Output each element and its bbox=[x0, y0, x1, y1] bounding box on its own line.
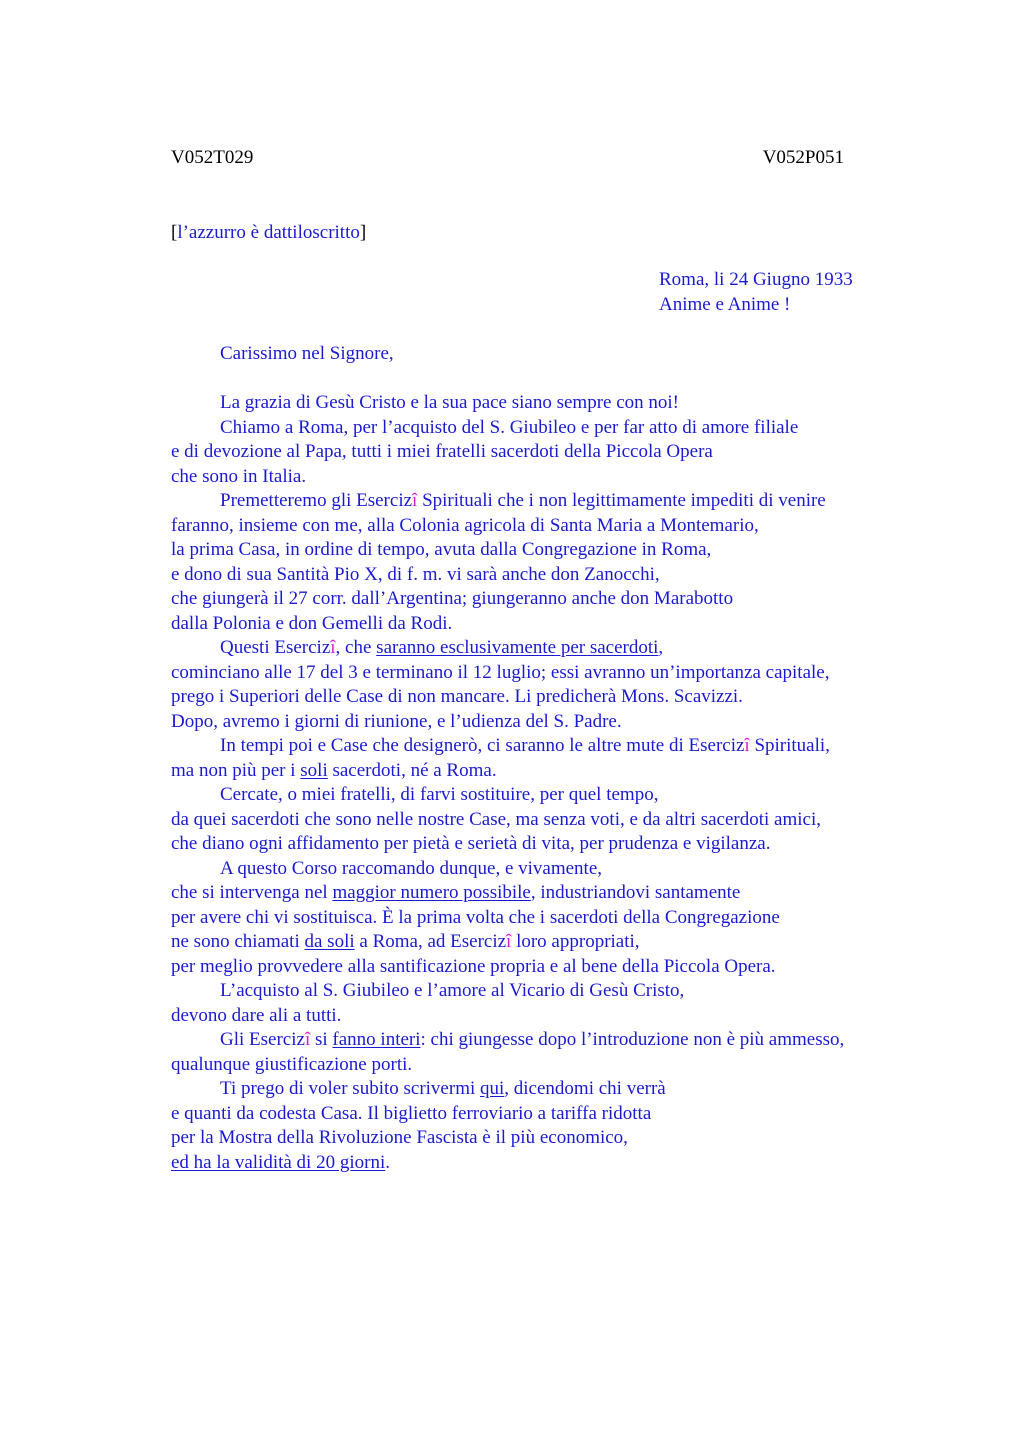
text-segment: Questi Eserciz bbox=[220, 637, 331, 658]
body-line bbox=[171, 930, 844, 955]
date-line: Roma, li 24 Giugno 1933 bbox=[659, 269, 853, 290]
letter-body bbox=[171, 391, 844, 1175]
body-line: per meglio provvedere alla santificazione propria e al bene della Piccola Opera. bbox=[171, 955, 776, 977]
body-line: che sono in Italia. bbox=[171, 465, 307, 487]
body-line: Cercate, o miei fratelli, di farvi sostituire, per quel tempo, bbox=[220, 784, 659, 805]
date-block bbox=[659, 268, 853, 317]
text-segment: , dicendomi chi verrà bbox=[504, 1078, 666, 1099]
underlined-text: da soli bbox=[304, 931, 355, 952]
body-line: prego i Superiori delle Case di non mancare. Li predicherà Mons. Scavizzi. bbox=[171, 686, 743, 707]
archive-codes bbox=[171, 145, 844, 171]
body-line: La grazia di Gesù Cristo e la sua pace siano sempre con noi! bbox=[220, 392, 680, 413]
underlined-text: maggior numero possibile bbox=[332, 882, 531, 903]
underlined-text: saranno esclusivamente per sacerdoti bbox=[376, 637, 659, 658]
text-segment: : chi giungesse dopo l’introduzione non è più ammesso, bbox=[420, 1029, 845, 1050]
text-segment: Spirituali, bbox=[749, 735, 830, 756]
underlined-text: soli bbox=[300, 759, 328, 781]
text-segment: a Roma, ad Eserciz bbox=[354, 931, 507, 952]
text-segment: Premetteremo gli Eserciz bbox=[220, 490, 413, 511]
text-segment: ne sono chiamati bbox=[171, 931, 305, 952]
body-line: per avere chi vi sostituisca. È la prima volta che i sacerdoti della Congregazione bbox=[171, 906, 780, 928]
body-line bbox=[171, 759, 844, 784]
text-segment: , che bbox=[335, 637, 377, 658]
body-line: dalla Polonia e don Gemelli da Rodi. bbox=[171, 612, 453, 634]
body-line: e di devozione al Papa, tutti i miei fratelli sacerdoti della Piccola Opera bbox=[171, 441, 713, 462]
text-segment: Gli Eserciz bbox=[220, 1029, 305, 1050]
motto: Anime e Anime ! bbox=[659, 293, 791, 315]
body-line bbox=[171, 1077, 844, 1102]
body-line: cominciano alle 17 del 3 e terminano il 12 luglio; essi avranno un’importanza capitale, bbox=[171, 661, 830, 683]
text-segment: In tempi poi e Case che designerò, ci saranno le altre mute di Eserciz bbox=[220, 735, 745, 756]
body-line bbox=[171, 1151, 844, 1176]
accent-mark: î bbox=[506, 931, 512, 952]
text-segment: loro appropriati, bbox=[511, 931, 640, 952]
body-line bbox=[171, 1028, 844, 1053]
body-line: devono dare ali a tutti. bbox=[171, 1004, 342, 1026]
note-bracket-open: [ bbox=[171, 222, 178, 243]
body-line bbox=[171, 489, 844, 514]
body-line: e dono di sua Santità Pio X, di f. m. vi sarà anche don Zanocchi, bbox=[171, 563, 660, 585]
page-code: V052P051 bbox=[762, 147, 844, 168]
accent-mark: î bbox=[330, 637, 336, 658]
body-line: qualunque giustificazione porti. bbox=[171, 1053, 413, 1075]
underlined-text: fanno interi bbox=[332, 1029, 421, 1050]
underlined-text: ed ha la validità di 20 giorni bbox=[171, 1151, 386, 1173]
body-line: per la Mostra della Rivoluzione Fascista è il più economico, bbox=[171, 1127, 628, 1148]
body-line bbox=[171, 881, 844, 906]
accent-mark: î bbox=[744, 735, 750, 756]
body-line bbox=[171, 734, 844, 759]
text-segment: , bbox=[658, 637, 664, 658]
text-segment: , industriandovi santamente bbox=[530, 882, 741, 903]
underlined-text: qui bbox=[480, 1078, 505, 1099]
accent-mark: î bbox=[412, 490, 418, 511]
note-text: l’azzurro è dattiloscritto bbox=[177, 222, 360, 243]
body-line: da quei sacerdoti che sono nelle nostre Case, ma senza voti, e da altri sacerdoti amici, bbox=[171, 808, 821, 830]
greeting: Carissimo nel Signore, bbox=[220, 343, 394, 364]
text-segment: Spirituali che i non legittimamente impediti di venire bbox=[417, 490, 826, 511]
text-segment: ma non più per i bbox=[171, 759, 301, 781]
body-line: A questo Corso raccomando dunque, e vivamente, bbox=[220, 857, 603, 879]
text-segment: sacerdoti, né a Roma. bbox=[327, 759, 497, 781]
body-line: la prima Casa, in ordine di tempo, avuta dalla Congregazione in Roma, bbox=[171, 539, 712, 560]
text-segment: che si intervenga nel bbox=[171, 882, 333, 903]
text-segment: si bbox=[310, 1029, 333, 1050]
body-line: Chiamo a Roma, per l’acquisto del S. Giubileo e per far atto di amore filiale bbox=[220, 416, 799, 438]
body-line: che giungerà il 27 corr. dall’Argentina; giungeranno anche don Marabotto bbox=[171, 588, 734, 609]
document-code: V052T029 bbox=[171, 147, 254, 168]
body-line: e quanti da codesta Casa. Il biglietto ferroviario a tariffa ridotta bbox=[171, 1102, 652, 1124]
body-line bbox=[171, 636, 844, 661]
body-line: faranno, insieme con me, alla Colonia agricola di Santa Maria a Montemario, bbox=[171, 514, 759, 536]
text-segment: Ti prego di voler subito scrivermi bbox=[220, 1078, 480, 1099]
body-line: L’acquisto al S. Giubileo e l’amore al Vicario di Gesù Cristo, bbox=[220, 980, 685, 1001]
editor-note bbox=[171, 220, 366, 246]
text-segment: . bbox=[385, 1151, 390, 1173]
note-bracket-close: ] bbox=[359, 222, 367, 243]
body-line: che diano ogni affidamento per pietà e serietà di vita, per prudenza e vigilanza. bbox=[171, 833, 771, 854]
accent-mark: î bbox=[304, 1029, 311, 1050]
body-line: Dopo, avremo i giorni di riunione, e l’udienza del S. Padre. bbox=[171, 710, 622, 732]
